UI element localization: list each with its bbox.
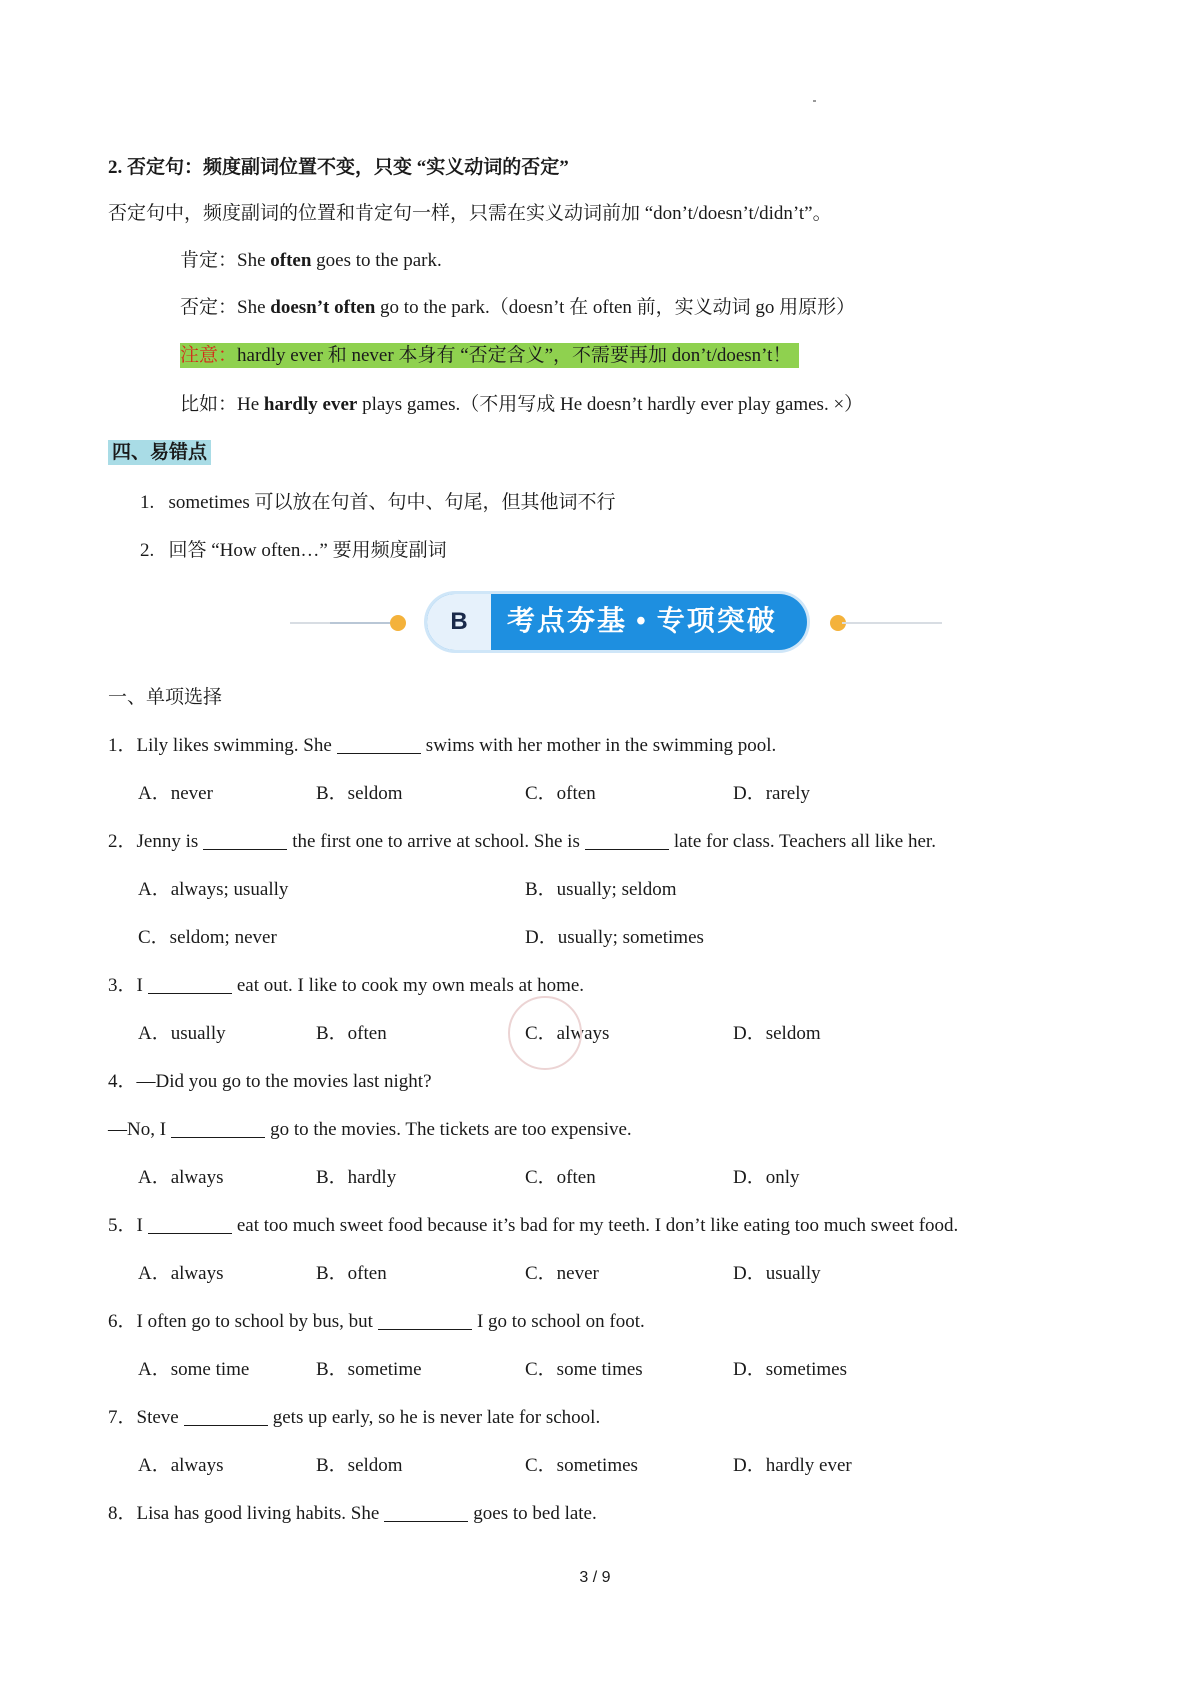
note-text: hardly ever 和 never 本身有 “否定含义”，不需要再加 don’t/doesn’t！: [237, 345, 792, 366]
pitfall-item: [140, 490, 616, 516]
option-c[interactable]: C．often: [525, 1167, 596, 1188]
option-d[interactable]: D．only: [733, 1167, 800, 1188]
question-6: [108, 1309, 645, 1335]
option-d[interactable]: D．sometimes: [733, 1359, 847, 1380]
question-text: go to the movies. The tickets are too expensive.: [270, 1119, 632, 1140]
example-bold: hardly ever: [263, 394, 358, 415]
question-text: Jenny is: [136, 831, 199, 852]
banner-rule-left-inner: [330, 622, 390, 624]
positive-example: [180, 248, 442, 274]
question-text: swims with her mother in the swimming pool.: [425, 735, 777, 756]
note-line: [180, 343, 799, 369]
question-text: I: [136, 1215, 143, 1236]
question-number: 2．: [108, 831, 137, 852]
watermark-stamp: [508, 996, 582, 1070]
question-text: Lisa has good living habits. She: [136, 1503, 380, 1524]
question-3: [108, 973, 584, 999]
option-b[interactable]: B．usually; seldom: [525, 879, 677, 900]
option-c[interactable]: C．sometimes: [525, 1455, 638, 1476]
question-text: I often go to school by bus, but: [136, 1311, 373, 1332]
option-b[interactable]: B．hardly: [316, 1167, 397, 1188]
option-b[interactable]: B．sometime: [316, 1359, 422, 1380]
option-b[interactable]: B．often: [316, 1263, 387, 1284]
question-number: 5．: [108, 1215, 137, 1236]
option-a[interactable]: A．always: [138, 1263, 224, 1284]
example-line: [180, 392, 863, 418]
option-a[interactable]: A．usually: [138, 1023, 226, 1044]
pitfall-num: 2.: [140, 540, 155, 561]
grammar-intro: 否定句中，频度副词的位置和肯定句一样，只需在实义动词前加 “don’t/doesn’t/didn’t”。: [108, 203, 832, 224]
question-7: [108, 1405, 600, 1431]
pitfall-num: 1.: [140, 492, 155, 513]
positive-bold: often: [270, 250, 312, 271]
question-number: 3．: [108, 975, 137, 996]
positive-label: 肯定：: [180, 250, 238, 271]
negative-pre: She: [237, 297, 271, 318]
answer-blank[interactable]: [171, 1117, 265, 1138]
header-mark: [813, 100, 816, 102]
answer-blank[interactable]: [148, 973, 232, 994]
answer-blank[interactable]: [203, 829, 287, 850]
negative-bold: doesn’t often: [270, 297, 376, 318]
option-b[interactable]: B．seldom: [316, 783, 403, 804]
question-text: Steve: [136, 1407, 179, 1428]
option-d[interactable]: D．seldom: [733, 1023, 821, 1044]
option-d[interactable]: D．rarely: [733, 783, 811, 804]
question-text: eat too much sweet food because it’s bad for my teeth. I don’t like eating too much sweet food.: [236, 1215, 959, 1236]
question-text: —Did you go to the movies last night?: [136, 1071, 432, 1092]
question-number: 7．: [108, 1407, 137, 1428]
example-label: 比如：: [180, 394, 238, 415]
answer-blank[interactable]: [184, 1405, 268, 1426]
question-2: [108, 829, 936, 855]
answer-blank[interactable]: [585, 829, 669, 850]
negative-label: 否定：: [180, 297, 238, 318]
option-c[interactable]: C．always: [525, 1023, 610, 1044]
question-number: 8．: [108, 1503, 137, 1524]
option-a[interactable]: A．always: [138, 1455, 224, 1476]
positive-pre: She: [237, 250, 271, 271]
option-a[interactable]: A．never: [138, 783, 213, 804]
note-label: 注意：: [180, 345, 238, 366]
question-number: 1．: [108, 735, 137, 756]
negative-post: go to the park.（doesn’t 在 often 前，实义动词 go 用原形）: [375, 297, 856, 318]
example-post: plays games.（不用写成 He doesn’t hardly ever play games. ×）: [357, 394, 864, 415]
option-c[interactable]: C．some times: [525, 1359, 643, 1380]
option-c[interactable]: C．seldom; never: [138, 927, 277, 948]
question-text: gets up early, so he is never late for school.: [272, 1407, 601, 1428]
option-b[interactable]: B．often: [316, 1023, 387, 1044]
question-text: I go to school on foot.: [476, 1311, 645, 1332]
pitfall-text: sometimes 可以放在句首、句中、句尾，但其他词不行: [168, 492, 616, 513]
note-highlight: [180, 343, 799, 368]
question-number: 4．: [108, 1071, 137, 1092]
pitfalls-heading-text: 四、易错点: [108, 440, 211, 465]
question-4-reply: [108, 1117, 632, 1143]
question-text: goes to bed late.: [473, 1503, 597, 1524]
banner-badge: B: [427, 594, 491, 650]
positive-post: goes to the park.: [311, 250, 442, 271]
negative-example: [180, 295, 855, 321]
pitfall-item: [140, 538, 447, 564]
question-text: —No, I: [108, 1119, 167, 1140]
option-c[interactable]: C．never: [525, 1263, 599, 1284]
option-a[interactable]: A．always: [138, 1167, 224, 1188]
option-a[interactable]: A．some time: [138, 1359, 250, 1380]
question-5: [108, 1213, 958, 1239]
banner-pill: [427, 594, 807, 650]
option-d[interactable]: D．usually; sometimes: [525, 927, 704, 948]
pitfalls-heading: [108, 440, 211, 466]
answer-blank[interactable]: [148, 1213, 232, 1234]
option-d[interactable]: D．usually: [733, 1263, 821, 1284]
page-number: 3 / 9: [579, 1569, 611, 1586]
option-b[interactable]: B．seldom: [316, 1455, 403, 1476]
pitfall-text: 回答 “How often…” 要用频度副词: [168, 540, 447, 561]
question-text: eat out. I like to cook my own meals at home.: [236, 975, 585, 996]
banner-title: 考点夯基 • 专项突破: [507, 606, 777, 637]
question-number: 6．: [108, 1311, 137, 1332]
question-text: late for class. Teachers all like her.: [673, 831, 936, 852]
banner-rule-right: [842, 622, 942, 624]
section-banner: [290, 590, 950, 656]
question-text: Lily likes swimming. She: [136, 735, 332, 756]
question-1: [108, 733, 776, 759]
example-pre: He: [237, 394, 264, 415]
question-4: [108, 1069, 432, 1095]
option-a[interactable]: A．always; usually: [138, 879, 289, 900]
section-heading: 一、单项选择: [108, 687, 223, 708]
answer-blank[interactable]: [378, 1309, 472, 1330]
answer-blank[interactable]: [384, 1501, 468, 1522]
option-d[interactable]: D．hardly ever: [733, 1455, 852, 1476]
question-8: [108, 1501, 597, 1527]
banner-dot-left: [390, 615, 406, 631]
grammar-heading: 2. 否定句：频度副词位置不变，只变 “实义动词的否定”: [108, 157, 569, 178]
question-text: I: [136, 975, 143, 996]
question-text: the first one to arrive at school. She is: [292, 831, 580, 852]
answer-blank[interactable]: [337, 733, 421, 754]
option-c[interactable]: C．often: [525, 783, 596, 804]
